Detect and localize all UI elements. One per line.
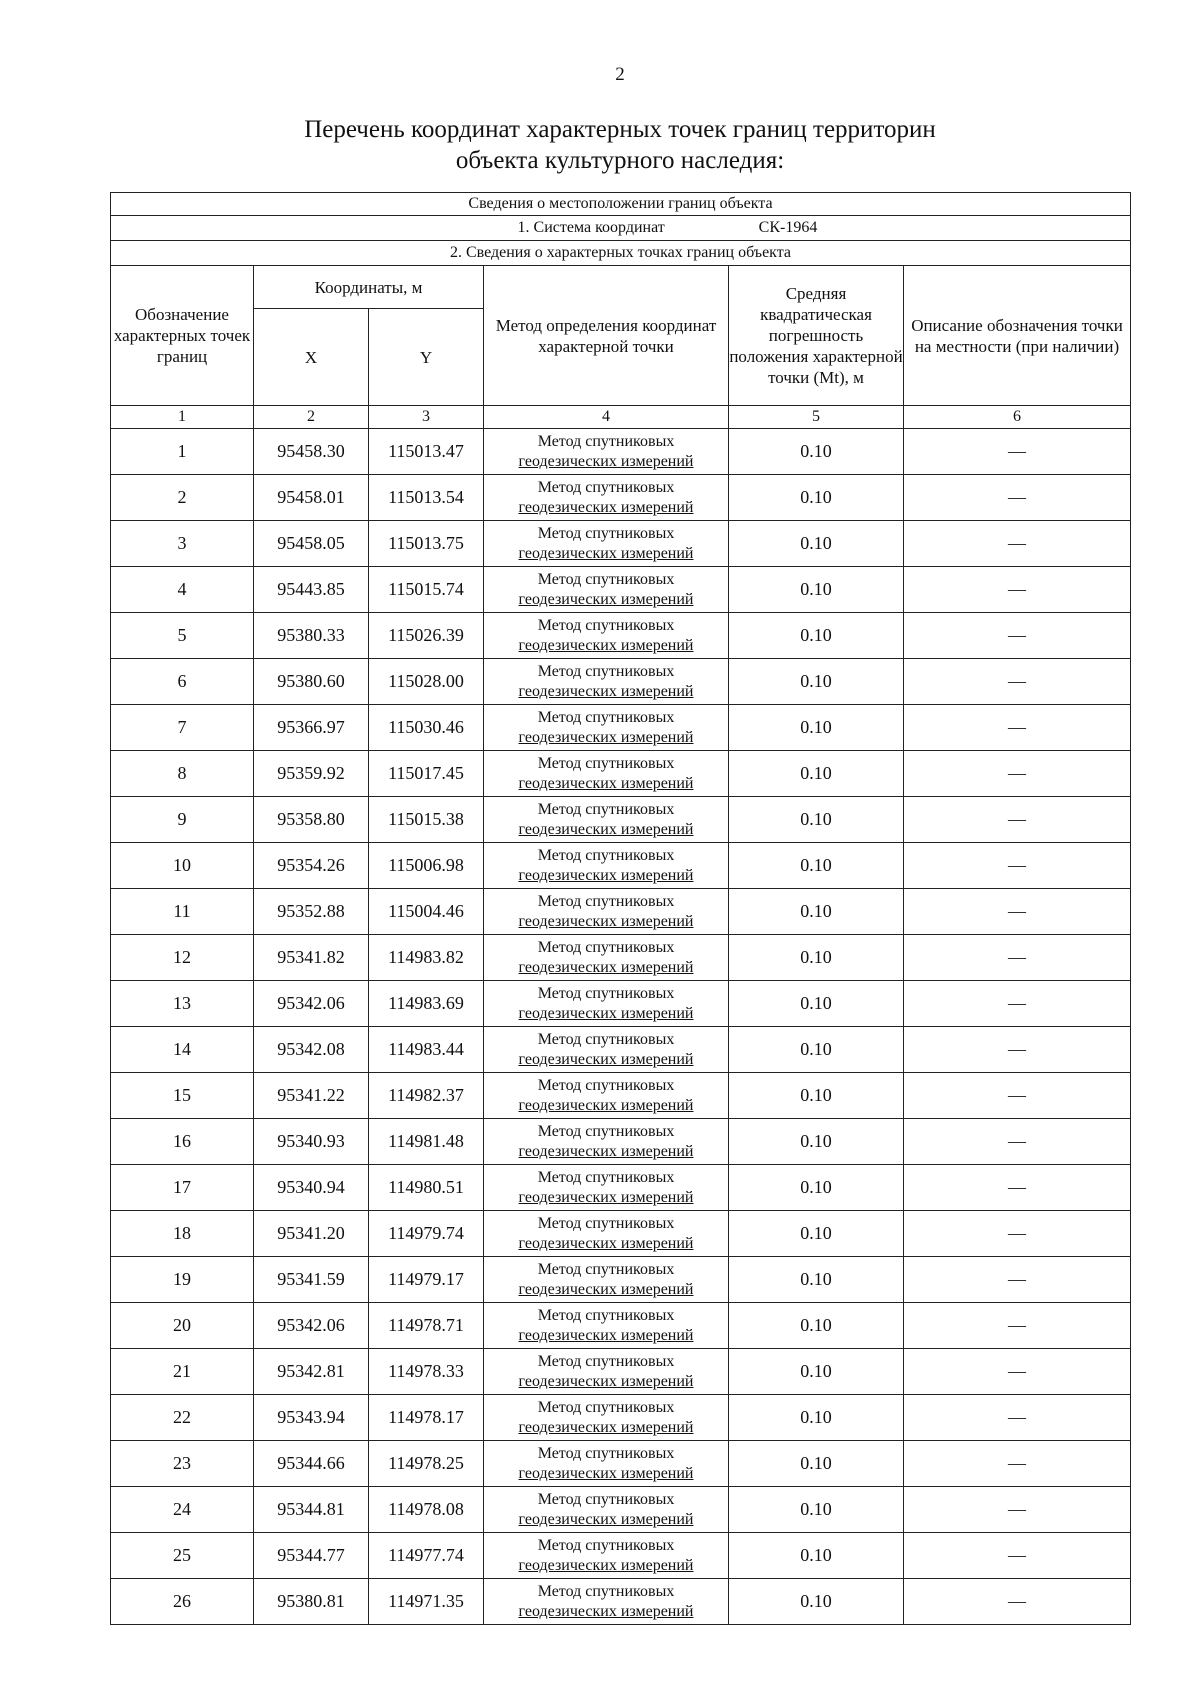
method-cell	[484, 613, 729, 659]
method-line-2: геодезических измерений	[518, 682, 694, 700]
description-cell: —	[904, 1487, 1131, 1533]
x-coordinate-cell: 95344.66	[254, 1441, 369, 1487]
error-cell: 0.10	[729, 613, 904, 659]
x-coordinate-cell: 95341.22	[254, 1073, 369, 1119]
y-coordinate-cell: 114982.37	[369, 1073, 484, 1119]
table-row	[111, 1395, 1131, 1441]
error-cell: 0.10	[729, 659, 904, 705]
method-line-1: Метод спутниковых	[537, 662, 675, 680]
x-coordinate-cell: 95358.80	[254, 797, 369, 843]
method-line-1: Метод спутниковых	[537, 1490, 675, 1508]
table-row	[111, 1119, 1131, 1165]
method-line-1: Метод спутниковых	[537, 1122, 675, 1140]
table-row	[111, 1073, 1131, 1119]
column-number: 2	[254, 406, 369, 429]
x-coordinate-cell: 95380.33	[254, 613, 369, 659]
method-line-2: геодезических измерений	[518, 774, 694, 792]
method-line-1: Метод спутниковых	[537, 1260, 675, 1278]
y-coordinate-cell: 115015.38	[369, 797, 484, 843]
x-coordinate-cell: 95458.30	[254, 429, 369, 475]
table-row	[111, 1257, 1131, 1303]
method-cell	[484, 1027, 729, 1073]
description-cell: —	[904, 521, 1131, 567]
method-cell	[484, 797, 729, 843]
description-cell: —	[904, 1395, 1131, 1441]
point-number-cell: 21	[111, 1349, 254, 1395]
description-cell: —	[904, 613, 1131, 659]
method-line-2: геодезических измерений	[518, 590, 694, 608]
y-coordinate-cell: 114983.44	[369, 1027, 484, 1073]
method-cell	[484, 889, 729, 935]
y-coordinate-cell: 115030.46	[369, 705, 484, 751]
description-cell: —	[904, 1441, 1131, 1487]
header-error: Средняя квадратическая погрешность положения характерной точки (Mt), м	[729, 266, 904, 406]
y-coordinate-cell: 114978.33	[369, 1349, 484, 1395]
y-coordinate-cell: 114978.71	[369, 1303, 484, 1349]
x-coordinate-cell: 95340.93	[254, 1119, 369, 1165]
method-line-2: геодезических измерений	[518, 912, 694, 930]
error-cell: 0.10	[729, 1395, 904, 1441]
method-line-2: геодезических измерений	[518, 1372, 694, 1390]
description-cell: —	[904, 705, 1131, 751]
description-cell: —	[904, 429, 1131, 475]
header-y: Y	[369, 309, 484, 406]
method-cell	[484, 1165, 729, 1211]
y-coordinate-cell: 115006.98	[369, 843, 484, 889]
table-row	[111, 1027, 1131, 1073]
method-line-2: геодезических измерений	[518, 1234, 694, 1252]
method-cell	[484, 1257, 729, 1303]
description-cell: —	[904, 981, 1131, 1027]
table-row	[111, 429, 1131, 475]
x-coordinate-cell: 95343.94	[254, 1395, 369, 1441]
method-line-1: Метод спутниковых	[537, 1030, 675, 1048]
method-line-2: геодезических измерений	[518, 498, 694, 516]
document-title-line-2: объекта культурного наследия:	[455, 147, 785, 174]
description-cell: —	[904, 1303, 1131, 1349]
header-description: Описание обозначения точки на местности (при наличии)	[904, 266, 1131, 406]
column-number: 1	[111, 406, 254, 429]
method-line-1: Метод спутниковых	[537, 938, 675, 956]
y-coordinate-cell: 114978.25	[369, 1441, 484, 1487]
page-number: 2	[615, 64, 625, 85]
point-number-cell: 11	[111, 889, 254, 935]
x-coordinate-cell: 95458.01	[254, 475, 369, 521]
y-coordinate-cell: 114979.74	[369, 1211, 484, 1257]
method-cell	[484, 981, 729, 1027]
table-row	[111, 843, 1131, 889]
description-cell: —	[904, 567, 1131, 613]
description-cell: —	[904, 1349, 1131, 1395]
method-line-1: Метод спутниковых	[537, 1214, 675, 1232]
description-cell: —	[904, 475, 1131, 521]
column-number: 3	[369, 406, 484, 429]
y-coordinate-cell: 115013.54	[369, 475, 484, 521]
method-cell	[484, 1303, 729, 1349]
point-number-cell: 25	[111, 1533, 254, 1579]
point-number-cell: 23	[111, 1441, 254, 1487]
x-coordinate-cell: 95352.88	[254, 889, 369, 935]
method-cell	[484, 1073, 729, 1119]
x-coordinate-cell: 95380.60	[254, 659, 369, 705]
description-cell: —	[904, 843, 1131, 889]
point-number-cell: 12	[111, 935, 254, 981]
method-cell	[484, 1211, 729, 1257]
method-line-2: геодезических измерений	[518, 1188, 694, 1206]
table-row	[111, 751, 1131, 797]
error-cell: 0.10	[729, 843, 904, 889]
method-cell	[484, 1349, 729, 1395]
description-cell: —	[904, 935, 1131, 981]
point-number-cell: 15	[111, 1073, 254, 1119]
table-row	[111, 521, 1131, 567]
x-coordinate-cell: 95340.94	[254, 1165, 369, 1211]
point-number-cell: 13	[111, 981, 254, 1027]
method-line-1: Метод спутниковых	[537, 478, 675, 496]
error-cell: 0.10	[729, 1165, 904, 1211]
error-cell: 0.10	[729, 1487, 904, 1533]
error-cell: 0.10	[729, 1533, 904, 1579]
table-row	[111, 613, 1131, 659]
error-cell: 0.10	[729, 1441, 904, 1487]
error-cell: 0.10	[729, 429, 904, 475]
method-cell	[484, 475, 729, 521]
section-heading: 2. Сведения о характерных точках границ объекта	[111, 241, 1131, 266]
method-line-1: Метод спутниковых	[537, 708, 675, 726]
method-line-2: геодезических измерений	[518, 1096, 694, 1114]
table-row	[111, 659, 1131, 705]
method-line-1: Метод спутниковых	[537, 616, 675, 634]
coordinate-system-value: СК-1964	[758, 219, 818, 236]
method-line-1: Метод спутниковых	[537, 754, 675, 772]
method-line-2: геодезических измерений	[518, 728, 694, 746]
error-cell: 0.10	[729, 567, 904, 613]
column-number: 6	[904, 406, 1131, 429]
table-row	[111, 475, 1131, 521]
y-coordinate-cell: 114983.82	[369, 935, 484, 981]
error-cell: 0.10	[729, 1027, 904, 1073]
method-cell	[484, 935, 729, 981]
y-coordinate-cell: 114978.08	[369, 1487, 484, 1533]
point-number-cell: 16	[111, 1119, 254, 1165]
point-number-cell: 26	[111, 1579, 254, 1625]
point-number-cell: 18	[111, 1211, 254, 1257]
x-coordinate-cell: 95342.08	[254, 1027, 369, 1073]
description-cell: —	[904, 1119, 1131, 1165]
description-cell: —	[904, 1165, 1131, 1211]
y-coordinate-cell: 115013.75	[369, 521, 484, 567]
y-coordinate-cell: 114971.35	[369, 1579, 484, 1625]
method-line-2: геодезических измерений	[518, 1464, 694, 1482]
document-title	[0, 114, 1200, 176]
error-cell: 0.10	[729, 1257, 904, 1303]
method-cell	[484, 1441, 729, 1487]
method-line-2: геодезических измерений	[518, 958, 694, 976]
point-number-cell: 24	[111, 1487, 254, 1533]
description-cell: —	[904, 1073, 1131, 1119]
y-coordinate-cell: 115028.00	[369, 659, 484, 705]
point-number-cell: 19	[111, 1257, 254, 1303]
table-caption: Сведения о местоположении границ объекта	[111, 193, 1131, 216]
method-line-2: геодезических измерений	[518, 1050, 694, 1068]
table-row	[111, 1533, 1131, 1579]
y-coordinate-cell: 115026.39	[369, 613, 484, 659]
error-cell: 0.10	[729, 981, 904, 1027]
point-number-cell: 9	[111, 797, 254, 843]
method-line-2: геодезических измерений	[518, 1280, 694, 1298]
method-line-1: Метод спутниковых	[537, 892, 675, 910]
method-line-1: Метод спутниковых	[537, 1352, 675, 1370]
point-number-cell: 4	[111, 567, 254, 613]
method-line-1: Метод спутниковых	[537, 1168, 675, 1186]
table-row	[111, 981, 1131, 1027]
error-cell: 0.10	[729, 1073, 904, 1119]
method-cell	[484, 659, 729, 705]
coordinate-system-label: 1. Система координат	[517, 219, 665, 236]
method-line-2: геодезических измерений	[518, 544, 694, 562]
y-coordinate-cell: 114983.69	[369, 981, 484, 1027]
x-coordinate-cell: 95344.77	[254, 1533, 369, 1579]
x-coordinate-cell: 95342.81	[254, 1349, 369, 1395]
x-coordinate-cell: 95354.26	[254, 843, 369, 889]
error-cell: 0.10	[729, 521, 904, 567]
column-number: 4	[484, 406, 729, 429]
header-method: Метод определения координат характерной точки	[484, 266, 729, 406]
point-number-cell: 20	[111, 1303, 254, 1349]
error-cell: 0.10	[729, 475, 904, 521]
method-cell	[484, 1579, 729, 1625]
description-cell: —	[904, 1257, 1131, 1303]
x-coordinate-cell: 95342.06	[254, 981, 369, 1027]
y-coordinate-cell: 115004.46	[369, 889, 484, 935]
method-cell	[484, 705, 729, 751]
x-coordinate-cell: 95342.06	[254, 1303, 369, 1349]
point-number-cell: 22	[111, 1395, 254, 1441]
point-number-cell: 17	[111, 1165, 254, 1211]
method-cell	[484, 751, 729, 797]
description-cell: —	[904, 1027, 1131, 1073]
method-cell	[484, 1533, 729, 1579]
method-line-1: Метод спутниковых	[537, 1076, 675, 1094]
point-number-cell: 10	[111, 843, 254, 889]
description-cell: —	[904, 797, 1131, 843]
table-row	[111, 935, 1131, 981]
point-number-cell: 3	[111, 521, 254, 567]
table-row	[111, 567, 1131, 613]
method-line-2: геодезических измерений	[518, 1326, 694, 1344]
y-coordinate-cell: 115013.47	[369, 429, 484, 475]
description-cell: —	[904, 1211, 1131, 1257]
method-cell	[484, 567, 729, 613]
x-coordinate-cell: 95380.81	[254, 1579, 369, 1625]
column-number: 5	[729, 406, 904, 429]
table-row	[111, 705, 1131, 751]
table-row	[111, 1165, 1131, 1211]
coordinates-table	[110, 192, 1131, 1625]
description-cell: —	[904, 889, 1131, 935]
point-number-cell: 8	[111, 751, 254, 797]
method-line-2: геодезических измерений	[518, 1602, 694, 1620]
y-coordinate-cell: 114977.74	[369, 1533, 484, 1579]
y-coordinate-cell: 114981.48	[369, 1119, 484, 1165]
method-cell	[484, 1487, 729, 1533]
error-cell: 0.10	[729, 797, 904, 843]
method-line-1: Метод спутниковых	[537, 1582, 675, 1600]
y-coordinate-cell: 115017.45	[369, 751, 484, 797]
method-line-1: Метод спутниковых	[537, 1398, 675, 1416]
error-cell: 0.10	[729, 889, 904, 935]
point-number-cell: 5	[111, 613, 254, 659]
method-line-1: Метод спутниковых	[537, 524, 675, 542]
method-cell	[484, 843, 729, 889]
coordinate-system-row	[111, 216, 1131, 241]
error-cell: 0.10	[729, 1119, 904, 1165]
error-cell: 0.10	[729, 751, 904, 797]
method-line-1: Метод спутниковых	[537, 846, 675, 864]
y-coordinate-cell: 114979.17	[369, 1257, 484, 1303]
description-cell: —	[904, 1533, 1131, 1579]
method-cell	[484, 1395, 729, 1441]
description-cell: —	[904, 659, 1131, 705]
header-point: Обозначение характерных точек границ	[111, 266, 254, 406]
point-number-cell: 14	[111, 1027, 254, 1073]
header-x: X	[254, 309, 369, 406]
y-coordinate-cell: 115015.74	[369, 567, 484, 613]
point-number-cell: 6	[111, 659, 254, 705]
method-line-1: Метод спутниковых	[537, 1306, 675, 1324]
description-cell: —	[904, 1579, 1131, 1625]
x-coordinate-cell: 95341.59	[254, 1257, 369, 1303]
table-row	[111, 889, 1131, 935]
point-number-cell: 1	[111, 429, 254, 475]
table-row	[111, 797, 1131, 843]
method-cell	[484, 521, 729, 567]
description-cell: —	[904, 751, 1131, 797]
error-cell: 0.10	[729, 935, 904, 981]
table-row	[111, 1349, 1131, 1395]
method-cell	[484, 429, 729, 475]
x-coordinate-cell: 95458.05	[254, 521, 369, 567]
x-coordinate-cell: 95341.20	[254, 1211, 369, 1257]
point-number-cell: 2	[111, 475, 254, 521]
method-line-1: Метод спутниковых	[537, 432, 675, 450]
method-line-1: Метод спутниковых	[537, 570, 675, 588]
table-row	[111, 1211, 1131, 1257]
method-line-2: геодезических измерений	[518, 1418, 694, 1436]
method-line-2: геодезических измерений	[518, 1556, 694, 1574]
error-cell: 0.10	[729, 1579, 904, 1625]
method-line-2: геодезических измерений	[518, 452, 694, 470]
method-line-2: геодезических измерений	[518, 1510, 694, 1528]
method-line-2: геодезических измерений	[518, 636, 694, 654]
method-line-1: Метод спутниковых	[537, 800, 675, 818]
table-row	[111, 1303, 1131, 1349]
point-number-cell: 7	[111, 705, 254, 751]
y-coordinate-cell: 114980.51	[369, 1165, 484, 1211]
method-line-2: геодезических измерений	[518, 820, 694, 838]
method-line-2: геодезических измерений	[518, 1142, 694, 1160]
error-cell: 0.10	[729, 1303, 904, 1349]
x-coordinate-cell: 95366.97	[254, 705, 369, 751]
x-coordinate-cell: 95359.92	[254, 751, 369, 797]
table-row	[111, 1487, 1131, 1533]
error-cell: 0.10	[729, 1349, 904, 1395]
method-cell	[484, 1119, 729, 1165]
table-row	[111, 1441, 1131, 1487]
method-line-1: Метод спутниковых	[537, 1444, 675, 1462]
error-cell: 0.10	[729, 1211, 904, 1257]
method-line-1: Метод спутниковых	[537, 984, 675, 1002]
x-coordinate-cell: 95341.82	[254, 935, 369, 981]
x-coordinate-cell: 95344.81	[254, 1487, 369, 1533]
method-line-1: Метод спутниковых	[537, 1536, 675, 1554]
y-coordinate-cell: 114978.17	[369, 1395, 484, 1441]
table-row	[111, 1579, 1131, 1625]
error-cell: 0.10	[729, 705, 904, 751]
method-line-2: геодезических измерений	[518, 1004, 694, 1022]
method-line-2: геодезических измерений	[518, 866, 694, 884]
header-coordinates: Координаты, м	[254, 266, 484, 309]
document-title-line-1: Перечень координат характерных точек границ территорин	[304, 116, 936, 143]
x-coordinate-cell: 95443.85	[254, 567, 369, 613]
